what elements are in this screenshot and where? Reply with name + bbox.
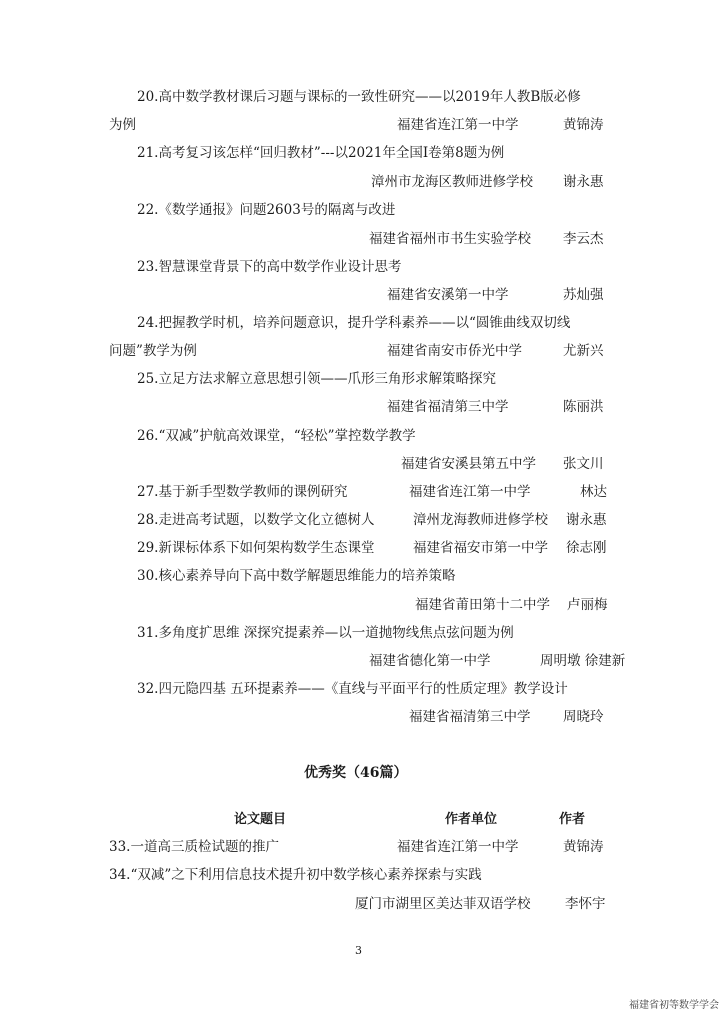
entry-24-unit: 福建省南安市侨光中学 bbox=[387, 343, 522, 359]
entry-21-unit: 漳州市龙海区教师进修学校 bbox=[371, 174, 533, 190]
entry-30-unit: 福建省莆田第十二中学 bbox=[415, 597, 550, 613]
entry-24-author: 尤新兴 bbox=[563, 343, 604, 359]
entry-28-author: 谢永惠 bbox=[566, 512, 607, 528]
entry-29-author: 徐志刚 bbox=[566, 540, 607, 556]
entry-20-author: 黄锦涛 bbox=[563, 117, 604, 133]
entry-26-unit: 福建省安溪县第五中学 bbox=[401, 456, 536, 472]
entry-29-title: 29.新课标体系下如何架构数学生态课堂 bbox=[137, 540, 375, 556]
entry-33-author: 黄锦涛 bbox=[563, 839, 604, 855]
entry-28-unit: 漳州龙海教师进修学校 bbox=[413, 512, 548, 528]
entry-24-title-line1: 24.把握教学时机，培养问题意识，提升学科素养——以“圆锥曲线双切线 bbox=[137, 315, 571, 331]
entry-28-title: 28.走进高考试题，以数学文化立德树人 bbox=[137, 512, 375, 528]
entry-23-title: 23.智慧课堂背景下的高中数学作业设计思考 bbox=[137, 259, 402, 275]
entry-34-title: 34.“双减”之下利用信息技术提升初中数学核心素养探索与实践 bbox=[109, 867, 482, 883]
page-number: 3 bbox=[355, 944, 362, 957]
entry-26-author: 张文川 bbox=[563, 456, 604, 472]
entry-26-title: 26.“双减”护航高效课堂，“轻松”掌控数学教学 bbox=[137, 428, 416, 444]
header-unit: 作者单位 bbox=[445, 812, 498, 827]
entry-20-unit: 福建省连江第一中学 bbox=[397, 117, 519, 133]
entry-30-author: 卢丽梅 bbox=[567, 597, 608, 613]
entry-23-unit: 福建省安溪第一中学 bbox=[387, 287, 509, 303]
entry-27-unit: 福建省连江第一中学 bbox=[409, 484, 531, 500]
entry-22-title: 22.《数学通报》问题2603号的隔离与改进 bbox=[137, 202, 396, 218]
entry-31-title: 31.多角度扩思维 深探究提素养—以一道抛物线焦点弦问题为例 bbox=[137, 625, 514, 641]
entry-20-title-line2: 为例 bbox=[109, 117, 136, 133]
entry-33-title: 33.一道高三质检试题的推广 bbox=[109, 839, 279, 855]
entry-34-unit: 厦门市湖里区美达菲双语学校 bbox=[355, 896, 531, 912]
entry-27-title: 27.基于新手型数学教师的课例研究 bbox=[137, 484, 348, 500]
header-title: 论文题目 bbox=[234, 812, 287, 827]
entry-21-author: 谢永惠 bbox=[563, 174, 604, 190]
entry-31-unit: 福建省德化第一中学 bbox=[369, 653, 491, 669]
entry-30-title: 30.核心素养导向下高中数学解题思维能力的培养策略 bbox=[137, 568, 456, 584]
section-title: 优秀奖（46篇） bbox=[304, 765, 408, 781]
entry-20-title-line1: 20.高中数学教材课后习题与课标的一致性研究——以2019年人教B版必修 bbox=[137, 89, 581, 105]
entry-31-author: 周明墩 徐建新 bbox=[540, 653, 626, 669]
header-author: 作者 bbox=[559, 812, 586, 827]
entry-25-title: 25.立足方法求解立意思想引领——爪形三角形求解策略探究 bbox=[137, 371, 496, 387]
entry-25-unit: 福建省福清第三中学 bbox=[387, 399, 509, 415]
entry-22-unit: 福建省福州市书生实验学校 bbox=[369, 231, 531, 247]
entry-34-author: 李怀宇 bbox=[565, 896, 606, 912]
entry-32-unit: 福建省福清第三中学 bbox=[409, 709, 531, 725]
entry-32-author: 周晓玲 bbox=[563, 709, 604, 725]
entry-32-title: 32.四元隐四基 五环提素养——《直线与平面平行的性质定理》教学设计 bbox=[137, 681, 568, 697]
entry-22-author: 李云杰 bbox=[563, 231, 604, 247]
watermark: 福建省初等数学学会 bbox=[629, 1000, 719, 1011]
entry-24-title-line2: 问题”教学为例 bbox=[109, 343, 197, 359]
entry-23-author: 苏灿强 bbox=[563, 287, 604, 303]
entry-21-title: 21.高考复习该怎样“回归教材”---以2021年全国Ⅰ卷第8题为例 bbox=[137, 145, 505, 161]
entry-27-author: 林达 bbox=[580, 484, 607, 500]
entry-33-unit: 福建省连江第一中学 bbox=[397, 839, 519, 855]
entry-25-author: 陈丽洪 bbox=[563, 399, 604, 415]
entry-29-unit: 福建省福安市第一中学 bbox=[413, 540, 548, 556]
